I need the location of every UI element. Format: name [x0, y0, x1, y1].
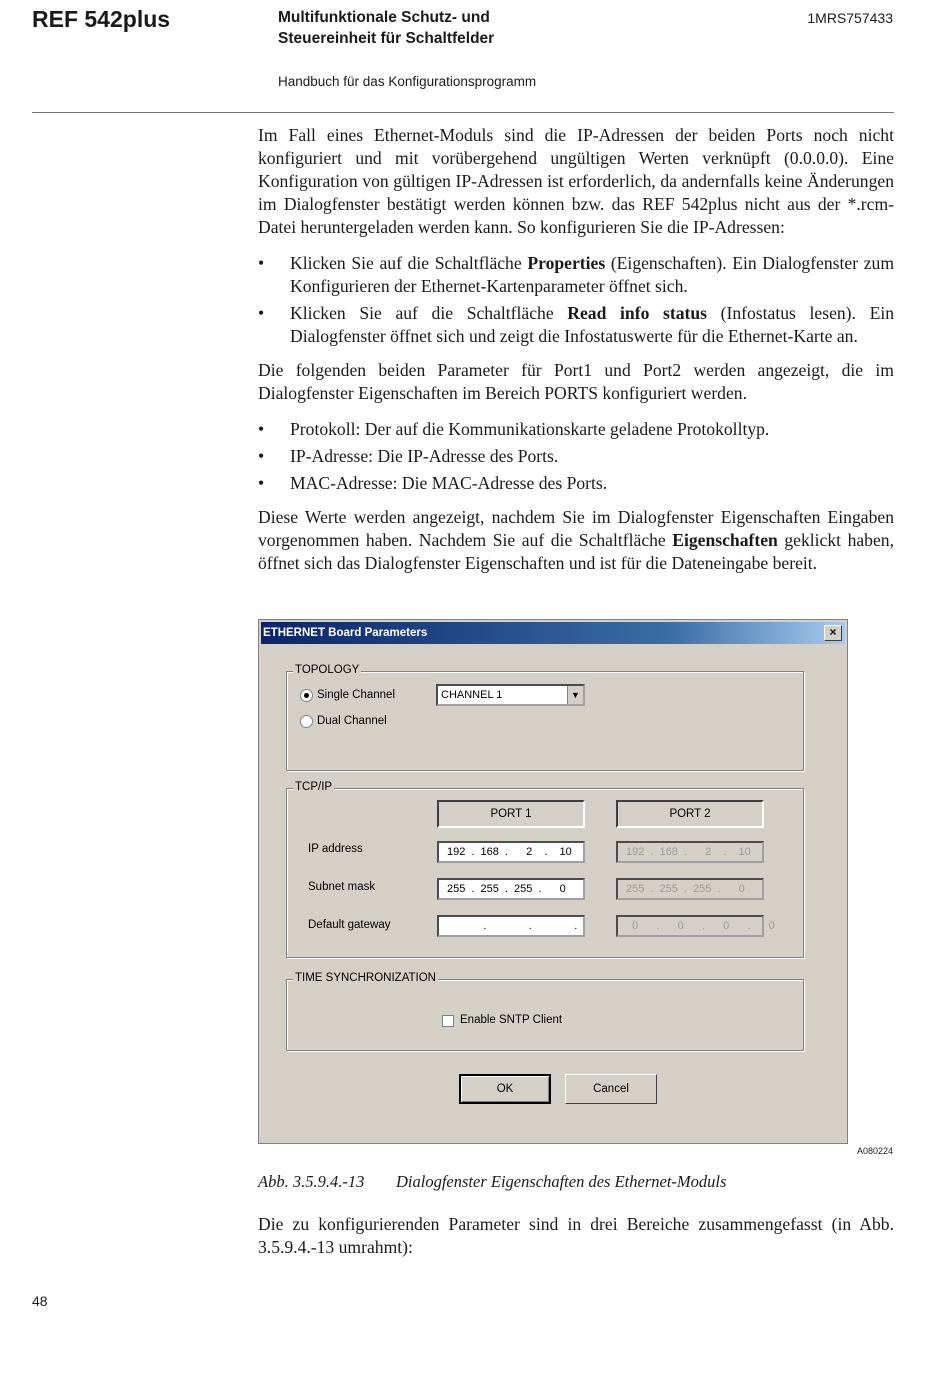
paragraph-3: Diese Werte werden angezeigt, nachdem Sie im Dialogfenster Eigenschaften Eingaben vorgenommen haben. Nachdem Sie auf die Schaltfläche Eigenschaften geklickt haben, öffnet sich das Dialogfenster Eigenschaften und ist für die Dateneingabe bereit.	[258, 507, 894, 573]
list-item: • IP-Adresse: Die IP-Adresse des Ports.	[258, 446, 559, 466]
figure-id: A080224	[856, 1146, 893, 1156]
tcpip-label: TCP/IP	[295, 781, 333, 793]
default-gateway-label: Default gateway	[308, 919, 391, 931]
list-item: • Klicken Sie auf die Schaltfläche Read info status (Infostatus lesen). Ein Dialogfenster öffnet sich und zeigt die Infostatuswerte für die Ethernet-Karte an.	[258, 303, 895, 346]
dialog-title: ETHERNET Board Parameters	[263, 627, 428, 639]
single-channel-radio[interactable]	[300, 689, 313, 702]
dual-channel-radio[interactable]	[300, 715, 313, 728]
paragraph-4: Die zu konfigurierenden Parameter sind in drei Bereiche zusammengefasst (in Abb. 3.5.9.4.-13 umrahmt):	[258, 1214, 894, 1257]
topology-label: TOPOLOGY	[295, 664, 360, 676]
bullet-icon: •	[258, 419, 265, 439]
cancel-button[interactable]: Cancel	[565, 1074, 657, 1104]
dialog-titlebar[interactable]	[261, 622, 845, 644]
caption-text: Dialogfenster Eigenschaften des Ethernet-Moduls	[396, 1172, 727, 1191]
port1-header: PORT 1	[437, 800, 585, 828]
subnet-mask-label: Subnet mask	[308, 881, 376, 893]
ip-address-label: IP address	[308, 843, 363, 855]
caption-number: Abb. 3.5.9.4.-13	[258, 1172, 365, 1191]
sntp-checkbox[interactable]	[442, 1015, 454, 1027]
manual-title: Handbuch für das Konfigurationsprogramm	[278, 74, 537, 89]
chevron-down-icon[interactable]: ▼	[567, 686, 583, 704]
ethernet-dialog	[258, 619, 848, 1144]
bullet-icon: •	[258, 446, 265, 466]
product-title: REF 542plus	[32, 6, 171, 32]
dual-channel-label: Dual Channel	[317, 715, 387, 727]
port2-gateway-input: 0 . 0 . 0 . 0	[616, 915, 764, 937]
ok-button[interactable]: OK	[459, 1074, 551, 1104]
bullet-icon: •	[258, 303, 265, 323]
closing-text	[258, 1213, 894, 1259]
channel-select-value: CHANNEL 1	[441, 689, 503, 701]
bullet-icon: •	[258, 253, 265, 273]
list-item: • Protokoll: Der auf die Kommunikationskarte geladene Protokolltyp.	[258, 419, 770, 439]
bullet-list-1	[258, 252, 894, 348]
time-sync-label: TIME SYNCHRONIZATION	[295, 972, 436, 984]
paragraph-2: Die folgenden beiden Parameter für Port1 und Port2 werden angezeigt, die im Dialogfenster Eigenschaften im Bereich PORTS konfiguriert werden.	[258, 360, 894, 403]
port2-ip-input: 192 . 168 . 2 . 10	[616, 841, 764, 863]
header-divider	[32, 112, 894, 113]
ui-term: Eigenschaften	[672, 530, 778, 550]
port1-subnet-input[interactable]: 255 . 255 . 255 . 0	[437, 878, 585, 900]
single-channel-label: Single Channel	[317, 689, 396, 701]
bullet-icon: •	[258, 473, 265, 493]
page-number: 48	[32, 1293, 48, 1309]
ui-term: Properties	[527, 253, 606, 273]
body-text	[258, 124, 894, 588]
list-item: • Klicken Sie auf die Schaltfläche Properties (Eigenschaften). Ein Dialogfenster zum Konfigurieren der Ethernet-Kartenparameter öffnet sich.	[258, 253, 895, 296]
subtitle-line-1: Multifunktionale Schutz- und	[278, 9, 490, 26]
document-id: 1MRS757433	[807, 10, 893, 26]
list-item: • MAC-Adresse: Die MAC-Adresse des Ports.	[258, 473, 608, 493]
port2-subnet-input: 255 . 255 . 255 . 0	[616, 878, 764, 900]
bullet-list-2	[258, 418, 894, 495]
ui-term: Read info status	[567, 303, 707, 323]
document-subtitle	[278, 7, 494, 49]
channel-select[interactable]	[436, 684, 585, 706]
close-icon[interactable]: ×	[824, 625, 842, 641]
port1-ip-input[interactable]: 192 . 168 . 2 . 10	[437, 841, 585, 863]
paragraph-1: Im Fall eines Ethernet-Moduls sind die IP-Adressen der beiden Ports noch nicht konfiguriert und mit vorübergehend ungültigen Werten verknüpft (0.0.0.0). Eine Konfiguration von gültigen IP-Adressen ist erforderlich, da andernfalls keine Änderungen im Dialogfenster bestätigt werden können bzw. das REF 542plus nicht aus der *.rcm-Datei heruntergeladen werden kann. So konfigurieren Sie die IP-Adressen:	[258, 125, 894, 237]
subtitle-line-2: Steuereinheit für Schaltfelder	[278, 30, 495, 47]
figure-caption	[258, 1172, 726, 1192]
sntp-label: Enable SNTP Client	[460, 1014, 563, 1026]
port1-gateway-input[interactable]: . . .	[437, 915, 585, 937]
port2-header: PORT 2	[616, 800, 764, 828]
